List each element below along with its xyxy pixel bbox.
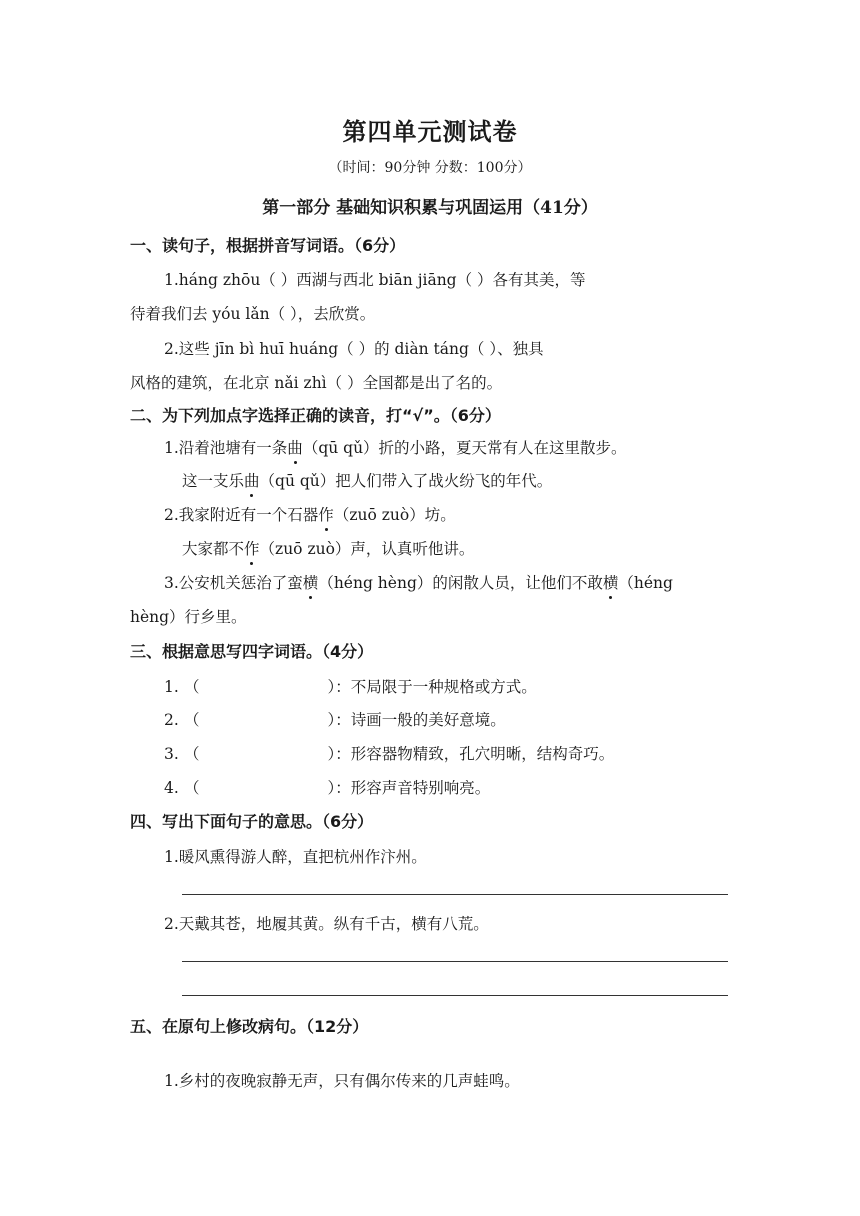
s2-q3-post: （héng <box>618 574 673 592</box>
close-paren: ） <box>327 678 336 696</box>
s1-q1-line-b: 待着我们去 yóu lǎn（ ），去欣赏。 <box>130 305 376 323</box>
s2-q1-pre: 1.沿着池塘有一条 <box>164 439 288 457</box>
item-number: 3. <box>164 745 179 763</box>
s2-q3-pre: 3.公安机关惩治了蛮 <box>164 574 303 592</box>
open-paren: （ <box>184 779 200 797</box>
s2-q3-mid: （héng hèng）的闲散人员，让他们不敢 <box>318 574 603 592</box>
item-number: 4. <box>164 779 179 797</box>
dotted-char: 横 <box>603 571 619 593</box>
open-paren: （ <box>184 711 200 729</box>
s2-q1b-line <box>182 469 552 491</box>
s1-q1-line-a: 1.háng zhōu（ ）西湖与西北 biān jiāng（ ）各有其美，等 <box>164 271 586 289</box>
section-3-heading: 三、根据意思写四字词语。（4分） <box>130 642 374 661</box>
meaning-text: ：形容器物精致，孔穴明晰，结构奇巧。 <box>335 745 615 763</box>
meaning-text: ：诗画一般的美好意境。 <box>335 711 506 729</box>
s5-q1: 1.乡村的夜晚寂静无声，只有偶尔传来的几声蛙鸣。 <box>164 1072 520 1090</box>
s4-q2: 2.天戴其苍，地履其黄。纵有千古，横有八荒。 <box>164 915 489 933</box>
dotted-char: 曲 <box>287 436 303 458</box>
close-paren: ） <box>327 711 336 729</box>
s3-item-4 <box>164 776 490 798</box>
dotted-char: 曲 <box>244 469 260 491</box>
item-number: 2. <box>164 711 179 729</box>
part-heading: 第一部分 基础知识积累与巩固运用（41分） <box>262 198 598 218</box>
section-2-heading: 二、为下列加点字选择正确的读音，打“√”。（6分） <box>130 406 501 425</box>
close-paren: ） <box>327 779 336 797</box>
section-4-heading: 四、写出下面句子的意思。（6分） <box>130 812 374 831</box>
s1-q2-line-a: 2.这些 jīn bì huī huáng（ ）的 diàn táng（ ）、独具 <box>164 340 544 358</box>
s2-q3b-line: hèng）行乡里。 <box>130 608 247 626</box>
s3-item-2 <box>164 708 506 730</box>
answer-line[interactable] <box>182 894 728 895</box>
dotted-char: 横 <box>303 571 319 593</box>
section-1-heading: 一、读句子，根据拼音写词语。（6分） <box>130 236 406 255</box>
open-paren: （ <box>184 745 200 763</box>
s4-q1: 1.暖风熏得游人醉，直把杭州作汴州。 <box>164 848 427 866</box>
s2-q3-line <box>164 571 673 593</box>
answer-line[interactable] <box>182 995 728 996</box>
page-title: 第四单元测试卷 <box>342 117 518 146</box>
s3-item-3 <box>164 742 614 764</box>
open-paren: （ <box>184 678 200 696</box>
s2-q2b-line <box>182 537 474 559</box>
dotted-char: 作 <box>244 537 260 559</box>
item-number: 1. <box>164 678 179 696</box>
s2-q2-post: （zuō zuò）坊。 <box>333 506 456 524</box>
exam-info: （时间：90分钟 分数：100分） <box>328 160 532 176</box>
meaning-text: ：不局限于一种规格或方式。 <box>335 678 537 696</box>
close-paren: ） <box>327 745 336 763</box>
section-5-heading: 五、在原句上修改病句。（12分） <box>130 1017 369 1036</box>
meaning-text: ：形容声音特别响亮。 <box>335 779 491 797</box>
s2-q1b-post: （qū qǔ）把人们带入了战火纷飞的年代。 <box>259 472 553 490</box>
s3-item-1 <box>164 675 537 697</box>
s2-q1-line <box>164 436 627 458</box>
s2-q2-line <box>164 503 456 525</box>
answer-line[interactable] <box>182 961 728 962</box>
s2-q2b-post: （zuō zuò）声，认真听他讲。 <box>259 540 475 558</box>
s2-q1b-pre: 这一支乐 <box>182 472 245 490</box>
s2-q1-post: （qū qǔ）折的小路，夏天常有人在这里散步。 <box>302 439 627 457</box>
s2-q2-pre: 2.我家附近有一个石器 <box>164 506 319 524</box>
s2-q2b-pre: 大家都不 <box>182 540 245 558</box>
s1-q2-line-b: 风格的建筑，在北京 nǎi zhì（ ）全国都是出了名的。 <box>130 374 503 392</box>
dotted-char: 作 <box>318 503 334 525</box>
